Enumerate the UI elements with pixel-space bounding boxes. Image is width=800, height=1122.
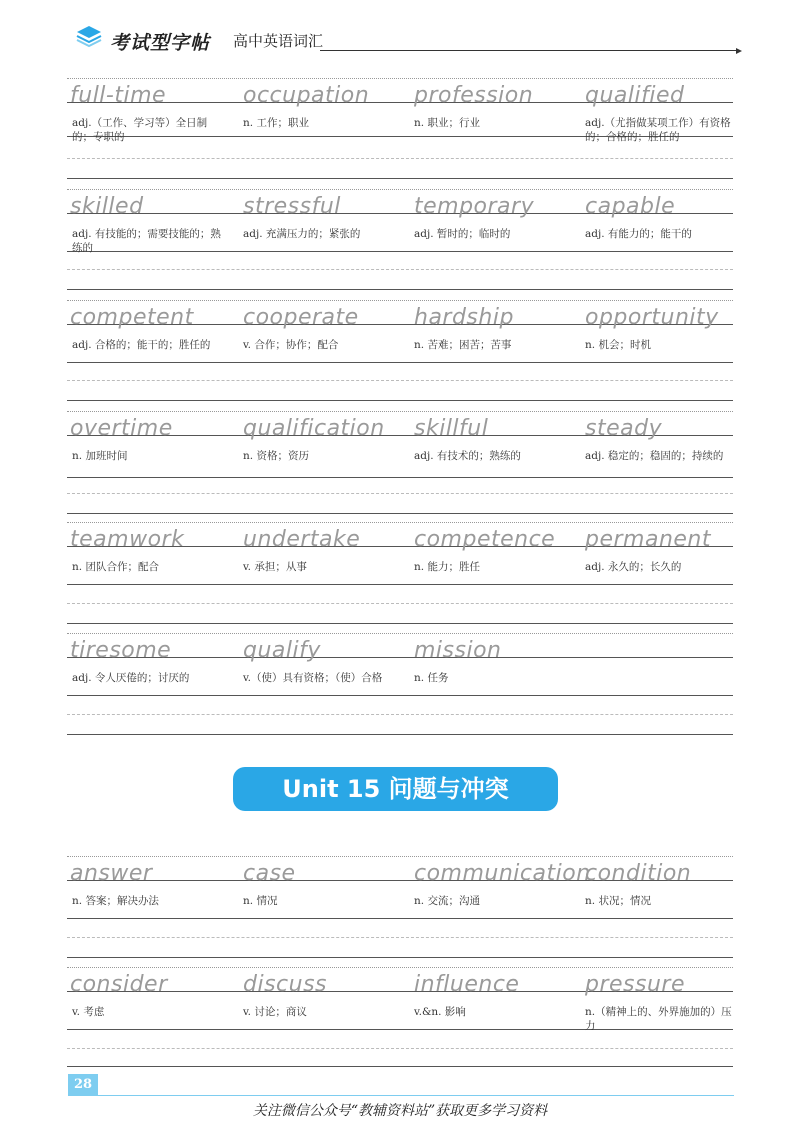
word-definition: adj. 令人厌倦的；讨厌的 xyxy=(72,672,190,684)
practice-word: permanent xyxy=(585,527,712,552)
practice-word: tiresome xyxy=(70,638,172,663)
practice-word: capable xyxy=(585,194,676,219)
practice-lines xyxy=(67,1048,733,1070)
practice-lines xyxy=(67,714,733,738)
word-row xyxy=(67,633,733,691)
word-definition: v.&n. 影响 xyxy=(414,1006,466,1018)
word-definition: adj. 有能力的；能干的 xyxy=(585,228,692,240)
footer-rule xyxy=(98,1095,734,1096)
practice-lines xyxy=(67,603,733,627)
header-rule-arrow xyxy=(736,48,742,54)
practice-word: occupation xyxy=(243,83,370,108)
practice-word: stressful xyxy=(243,194,341,219)
practice-lines xyxy=(67,158,733,182)
word-definition: adj. 稳定的；稳固的；持续的 xyxy=(585,450,724,462)
word-definition: n.（精神上的、外界施加的）压力 xyxy=(585,1006,732,1032)
practice-word: competence xyxy=(414,527,556,552)
practice-word: overtime xyxy=(70,416,173,441)
word-definition: n. 机会；时机 xyxy=(585,339,651,351)
practice-word: pressure xyxy=(585,972,685,997)
word-row xyxy=(67,522,733,580)
practice-word: skilled xyxy=(70,194,144,219)
word-definition: adj. 合格的；能干的；胜任的 xyxy=(72,339,211,351)
page-number: 28 xyxy=(68,1074,98,1096)
practice-lines xyxy=(67,937,733,961)
practice-word: profession xyxy=(414,83,534,108)
word-definition: adj. 有技能的；需要技能的；熟练的 xyxy=(72,228,221,254)
practice-word: steady xyxy=(585,416,663,441)
practice-word: teamwork xyxy=(70,527,185,552)
practice-word: opportunity xyxy=(585,305,719,330)
practice-word: qualification xyxy=(243,416,385,441)
practice-word: mission xyxy=(414,638,502,663)
practice-word: undertake xyxy=(243,527,361,552)
word-definition: n. 苦难；困苦；苦事 xyxy=(414,339,512,351)
word-definition: v. 讨论；商议 xyxy=(243,1006,307,1018)
practice-word: hardship xyxy=(414,305,514,330)
word-definition: n. 职业；行业 xyxy=(414,117,480,129)
word-definition: n. 加班时间 xyxy=(72,450,128,462)
word-definition: n. 团队合作；配合 xyxy=(72,561,159,573)
word-definition: adj. 有技术的；熟练的 xyxy=(414,450,521,462)
practice-word: consider xyxy=(70,972,168,997)
word-definition: v. 考虑 xyxy=(72,1006,105,1018)
word-row xyxy=(67,967,733,1032)
practice-word: qualified xyxy=(585,83,685,108)
word-definition: n. 答案；解决办法 xyxy=(72,895,159,907)
footer-note: 关注微信公众号“教辅资料站”获取更多学习资料 xyxy=(252,1103,548,1119)
word-definition: v.（使）具有资格；（使）合格 xyxy=(243,672,383,684)
book-subtitle: 高中英语词汇 xyxy=(233,32,324,50)
page-header xyxy=(0,0,800,60)
word-definition: adj.（尤指做某项工作）有资格的；合格的；胜任的 xyxy=(585,117,731,143)
word-definition: adj.（工作、学习等）全日制的；专职的 xyxy=(72,117,208,143)
word-definition: adj. 充满压力的；紧张的 xyxy=(243,228,361,240)
practice-word: discuss xyxy=(243,972,328,997)
practice-word: condition xyxy=(585,861,692,886)
word-definition: n. 任务 xyxy=(414,672,449,684)
word-definition: n. 状况；情况 xyxy=(585,895,651,907)
book-stack-logo-icon xyxy=(74,20,104,50)
word-definition: n. 情况 xyxy=(243,895,278,907)
practice-word: qualify xyxy=(243,638,321,663)
word-row xyxy=(67,189,733,254)
word-definition: n. 交流；沟通 xyxy=(414,895,480,907)
word-definition: n. 资格；资历 xyxy=(243,450,309,462)
word-row xyxy=(67,300,733,358)
practice-lines xyxy=(67,493,733,517)
word-definition: adj. 永久的；长久的 xyxy=(585,561,682,573)
practice-word: temporary xyxy=(414,194,535,219)
practice-word: full-time xyxy=(70,83,167,108)
practice-word: influence xyxy=(414,972,520,997)
header-rule xyxy=(320,50,740,51)
word-definition: n. 工作；职业 xyxy=(243,117,309,129)
word-definition: v. 合作；协作；配合 xyxy=(243,339,339,351)
word-definition: adj. 暂时的；临时的 xyxy=(414,228,511,240)
practice-word: communication xyxy=(414,861,591,886)
practice-lines xyxy=(67,380,733,404)
brand-title: 考试型字帖 xyxy=(110,32,211,54)
word-definition: v. 承担；从事 xyxy=(243,561,307,573)
practice-word: skillful xyxy=(414,416,489,441)
practice-lines xyxy=(67,269,733,293)
word-definition: n. 能力；胜任 xyxy=(414,561,480,573)
practice-word: answer xyxy=(70,861,153,886)
unit-title-banner: Unit 15 问题与冲突 xyxy=(233,767,558,811)
word-row xyxy=(67,411,733,469)
word-row xyxy=(67,78,733,143)
practice-word: case xyxy=(243,861,296,886)
practice-word: competent xyxy=(70,305,194,330)
word-row xyxy=(67,856,733,914)
practice-word: cooperate xyxy=(243,305,359,330)
